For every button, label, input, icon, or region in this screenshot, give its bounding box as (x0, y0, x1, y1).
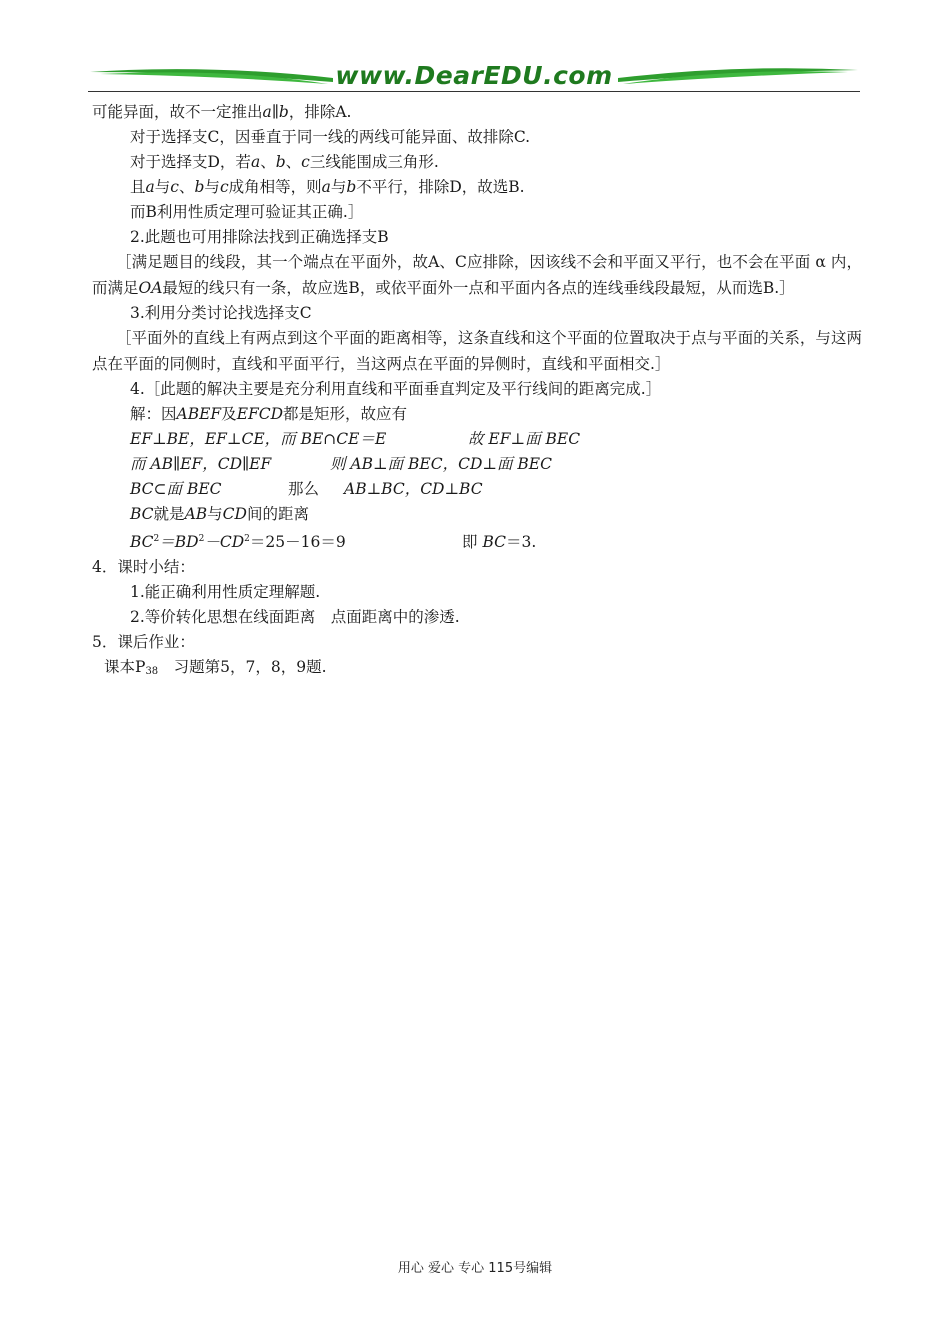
text-paragraph: ［平面外的直线上有两点到这个平面的距离相等，这条直线和这个平面的位置取决于点与平面的关系，与这两点在平面的同侧时，直线和平面平行，当这两点在平面的异侧时，直线和平面相交.］ (92, 329, 862, 373)
text-line: 而 AB∥EF，CD∥EF 则 AB⊥面 BEC，CD⊥面 BEC (130, 455, 552, 473)
site-header (88, 58, 860, 98)
text-line: $BC^2=BD^2-CD^2=25-16=9$ 即 BC＝3. (130, 533, 537, 551)
text-line: 对于选择支D，若a、b、c三线能围成三角形. (130, 153, 439, 171)
page-footer: 用心 爱心 专心 115号编辑 (397, 1261, 553, 1276)
document-body (92, 100, 862, 684)
text-line: BC就是AB与CD间的距离 (130, 505, 309, 523)
text-line: 且a与c、b与c成角相等，则a与b不平行，排除D，故选B. (130, 178, 525, 196)
text-line: 而B利用性质定理可验证其正确.］ (130, 203, 364, 221)
text-line: 对于选择支C，因垂直于同一线的两线可能异面、故排除C. (130, 128, 531, 146)
text-line: 解：因ABEF及EFCD都是矩形，故应有 (130, 405, 408, 423)
text-line: 2.此题也可用排除法找到正确选择支B (130, 228, 389, 246)
text-line: 2.等价转化思想在线面距离 点面距离中的渗透. (130, 608, 460, 626)
text-line: 课本$P_{38}$ 习题第5，7，8，9题. (104, 658, 327, 677)
text-line: 1.能正确利用性质定理解题. (130, 583, 321, 601)
text-line: BC⊂面 BEC 那么 AB⊥BC，CD⊥BC (130, 480, 483, 498)
site-brand-logo[interactable]: www.DearEDU.com (335, 61, 613, 90)
section-heading: 5．课后作业： (92, 633, 195, 651)
text-line: EF⊥BE，EF⊥CE，而 BE∩CE＝E 故 EF⊥面 BEC (130, 430, 581, 448)
text-paragraph: ［满足题目的线段，其一个端点在平面外，故A、C应排除，因该线不会和平面又平行，也不会在平面 α 内，而满足OA最短的线只有一条，故应选B，或依平面外一点和平面内各点的连线垂线段最短，从而选B.］ (92, 253, 862, 297)
text-line: 可能异面，故不一定推出a∥b，排除A. (92, 103, 352, 121)
section-heading: 4．课时小结： (92, 558, 195, 576)
text-line: 3.利用分类讨论找选择支C (130, 304, 312, 322)
text-line: 4.［此题的解决主要是充分利用直线和平面垂直判定及平行线间的距离完成.］ (130, 380, 662, 398)
header-divider (88, 91, 860, 92)
